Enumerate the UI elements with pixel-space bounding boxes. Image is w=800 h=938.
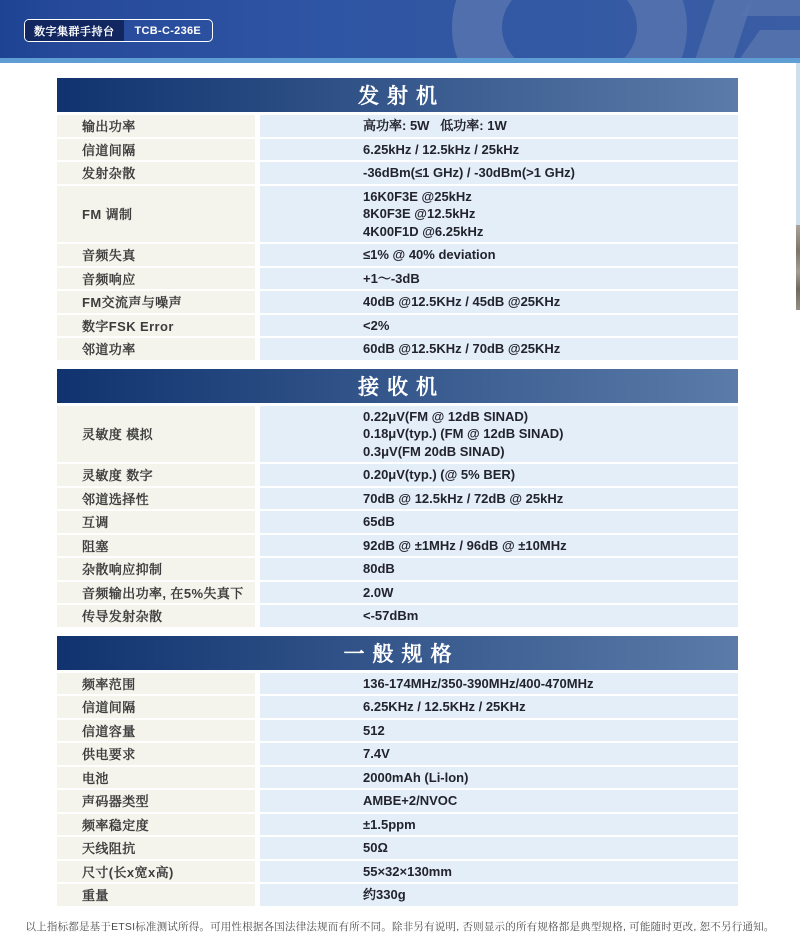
spec-label: FM 调制 <box>57 186 255 243</box>
spec-value-line: 60dB @12.5KHz / 70dB @25KHz <box>363 341 561 356</box>
spec-value <box>260 511 738 533</box>
spec-row <box>57 720 738 742</box>
banner-stripe <box>0 58 800 63</box>
spec-label: 音频输出功率, 在5%失真下 <box>57 582 255 604</box>
spec-value-line: 55×32×130mm <box>363 863 452 879</box>
badge-model: TCB-C-236E <box>134 24 202 37</box>
spec-section <box>57 369 738 627</box>
spec-row <box>57 861 738 883</box>
spec-label: 发射杂散 <box>57 162 255 184</box>
spec-value <box>260 814 738 836</box>
spec-label: 传导发射杂散 <box>57 605 255 627</box>
spec-value-line: 92dB @ ±1MHz / 96dB @ ±10MHz <box>363 537 567 553</box>
footnote: 以上指标都是基于ETSI标准测试所得。可用性根据各国法律法规而有所不同。除非另有说明, 否则显示的所有规格都是典型规格, 可能随时更改, 恕不另行通知。 <box>25 921 775 933</box>
spec-value-line: 136-174MHz/350-390MHz/400-470MHz <box>363 675 594 691</box>
spec-value-line: 2000mAh (Li-lon) <box>363 769 469 785</box>
spec-value-line: 0.3μV(FM 20dB SINAD) <box>363 443 505 459</box>
spec-row <box>57 511 738 533</box>
spec-row <box>57 186 738 243</box>
spec-row <box>57 814 738 836</box>
spec-value <box>260 720 738 742</box>
spec-value-line: 0.18μV(typ.) (FM @ 12dB SINAD) <box>363 426 564 441</box>
spec-value-line: ≤1% @ 40% deviation <box>363 247 496 262</box>
spec-value-line: 约330g <box>363 887 406 902</box>
spec-label: 信道容量 <box>57 720 255 742</box>
spec-value <box>260 139 738 161</box>
spec-row <box>57 582 738 604</box>
spec-label: 阻塞 <box>57 535 255 557</box>
spec-label: 灵敏度 数字 <box>57 464 255 486</box>
spec-section <box>57 636 738 906</box>
spec-row <box>57 162 738 184</box>
spec-label: 信道间隔 <box>57 139 255 161</box>
spec-label: 输出功率 <box>57 115 255 137</box>
spec-row <box>57 673 738 695</box>
spec-label: 尺寸(长x宽x高) <box>57 861 255 883</box>
spec-row <box>57 268 738 290</box>
spec-value-line: 2.0W <box>363 584 394 600</box>
spec-row <box>57 464 738 486</box>
spec-row <box>57 767 738 789</box>
spec-row <box>57 115 738 137</box>
spec-value <box>260 338 738 360</box>
watermark-graphic <box>740 0 800 16</box>
spec-row <box>57 837 738 859</box>
spec-value <box>260 582 738 604</box>
spec-value-line: AMBE+2/NVOC <box>363 793 458 808</box>
sliver-sky-part <box>796 63 800 225</box>
spec-label: 信道间隔 <box>57 696 255 718</box>
spec-row <box>57 406 738 463</box>
spec-value <box>260 767 738 789</box>
spec-section <box>57 78 738 360</box>
spec-value <box>260 115 738 137</box>
spec-row <box>57 884 738 906</box>
spec-label: 灵敏度 模拟 <box>57 406 255 463</box>
spec-row <box>57 558 738 580</box>
spec-value <box>260 162 738 184</box>
spec-value <box>260 696 738 718</box>
spec-value <box>260 488 738 510</box>
spec-label: 邻道功率 <box>57 338 255 360</box>
spec-value <box>260 464 738 486</box>
spec-value-line: 0.20μV(typ.) (@ 5% BER) <box>363 467 516 482</box>
spec-value <box>260 291 738 313</box>
spec-value-line: 7.4V <box>363 746 390 761</box>
spec-value-line: -36dBm(≤1 GHz) / -30dBm(>1 GHz) <box>363 165 575 180</box>
spec-row <box>57 535 738 557</box>
spec-value <box>260 558 738 580</box>
spec-label: 杂散响应抑制 <box>57 558 255 580</box>
spec-row <box>57 139 738 161</box>
spec-value-line: ±1.5ppm <box>363 816 416 832</box>
spec-label: 重量 <box>57 884 255 906</box>
sliver-body-part <box>796 225 800 310</box>
spec-value <box>260 535 738 557</box>
section-title: 发射机 <box>57 78 738 112</box>
spec-value-line: <2% <box>363 317 390 333</box>
spec-label: 音频响应 <box>57 268 255 290</box>
spec-value <box>260 861 738 883</box>
right-edge-image-sliver <box>796 63 800 310</box>
spec-value-line: 6.25KHz / 12.5KHz / 25KHz <box>363 699 526 714</box>
spec-row <box>57 488 738 510</box>
spec-value <box>260 673 738 695</box>
spec-row <box>57 605 738 627</box>
watermark-graphic <box>452 0 687 58</box>
spec-label: 互调 <box>57 511 255 533</box>
spec-row <box>57 790 738 812</box>
spec-row <box>57 696 738 718</box>
section-title: 一般规格 <box>57 636 738 670</box>
spec-label: FM交流声与噪声 <box>57 291 255 313</box>
spec-value-line: 0.22μV(FM @ 12dB SINAD) <box>363 408 529 424</box>
spec-value-line: 6.25kHz / 12.5kHz / 25kHz <box>363 141 520 157</box>
spec-value-line: 80dB <box>363 561 395 576</box>
spec-value-line: 65dB <box>363 514 395 529</box>
spec-row <box>57 743 738 765</box>
spec-label: 邻道选择性 <box>57 488 255 510</box>
spec-value <box>260 837 738 859</box>
section-title: 接收机 <box>57 369 738 403</box>
spec-value <box>260 743 738 765</box>
spec-value-line: <-57dBm <box>363 608 419 623</box>
spec-value <box>260 244 738 266</box>
spec-value <box>260 268 738 290</box>
spec-row <box>57 291 738 313</box>
spec-value <box>260 186 738 243</box>
spec-value-line: 70dB @ 12.5kHz / 72dB @ 25kHz <box>363 490 564 506</box>
spec-label: 电池 <box>57 767 255 789</box>
spec-value-line: 高功率: 5W 低功率: 1W <box>363 118 507 133</box>
spec-value-line: 8K0F3E @12.5kHz <box>363 206 476 221</box>
spec-value-line: +1～-3dB <box>363 270 420 286</box>
product-badge <box>24 19 213 42</box>
spec-value-line: 40dB @12.5KHz / 45dB @25KHz <box>363 294 561 309</box>
spec-value <box>260 605 738 627</box>
spec-value-line: 16K0F3E @25kHz <box>363 188 472 204</box>
spec-value-line: 512 <box>363 722 385 738</box>
spec-value <box>260 315 738 337</box>
spec-tables <box>57 78 738 915</box>
spec-label: 频率范围 <box>57 673 255 695</box>
spec-row <box>57 244 738 266</box>
spec-row <box>57 338 738 360</box>
spec-label: 供电要求 <box>57 743 255 765</box>
spec-label: 音频失真 <box>57 244 255 266</box>
spec-label: 天线阻抗 <box>57 837 255 859</box>
spec-value <box>260 790 738 812</box>
spec-value-line: 4K00F1D @6.25kHz <box>363 223 484 239</box>
spec-value <box>260 406 738 463</box>
spec-label: 频率稳定度 <box>57 814 255 836</box>
watermark-graphic <box>736 30 800 58</box>
spec-label: 数字FSK Error <box>57 315 255 337</box>
badge-category: 数字集群手持台 <box>25 20 124 41</box>
spec-row <box>57 315 738 337</box>
spec-value <box>260 884 738 906</box>
spec-label: 声码器类型 <box>57 790 255 812</box>
spec-value-line: 50Ω <box>363 840 388 855</box>
